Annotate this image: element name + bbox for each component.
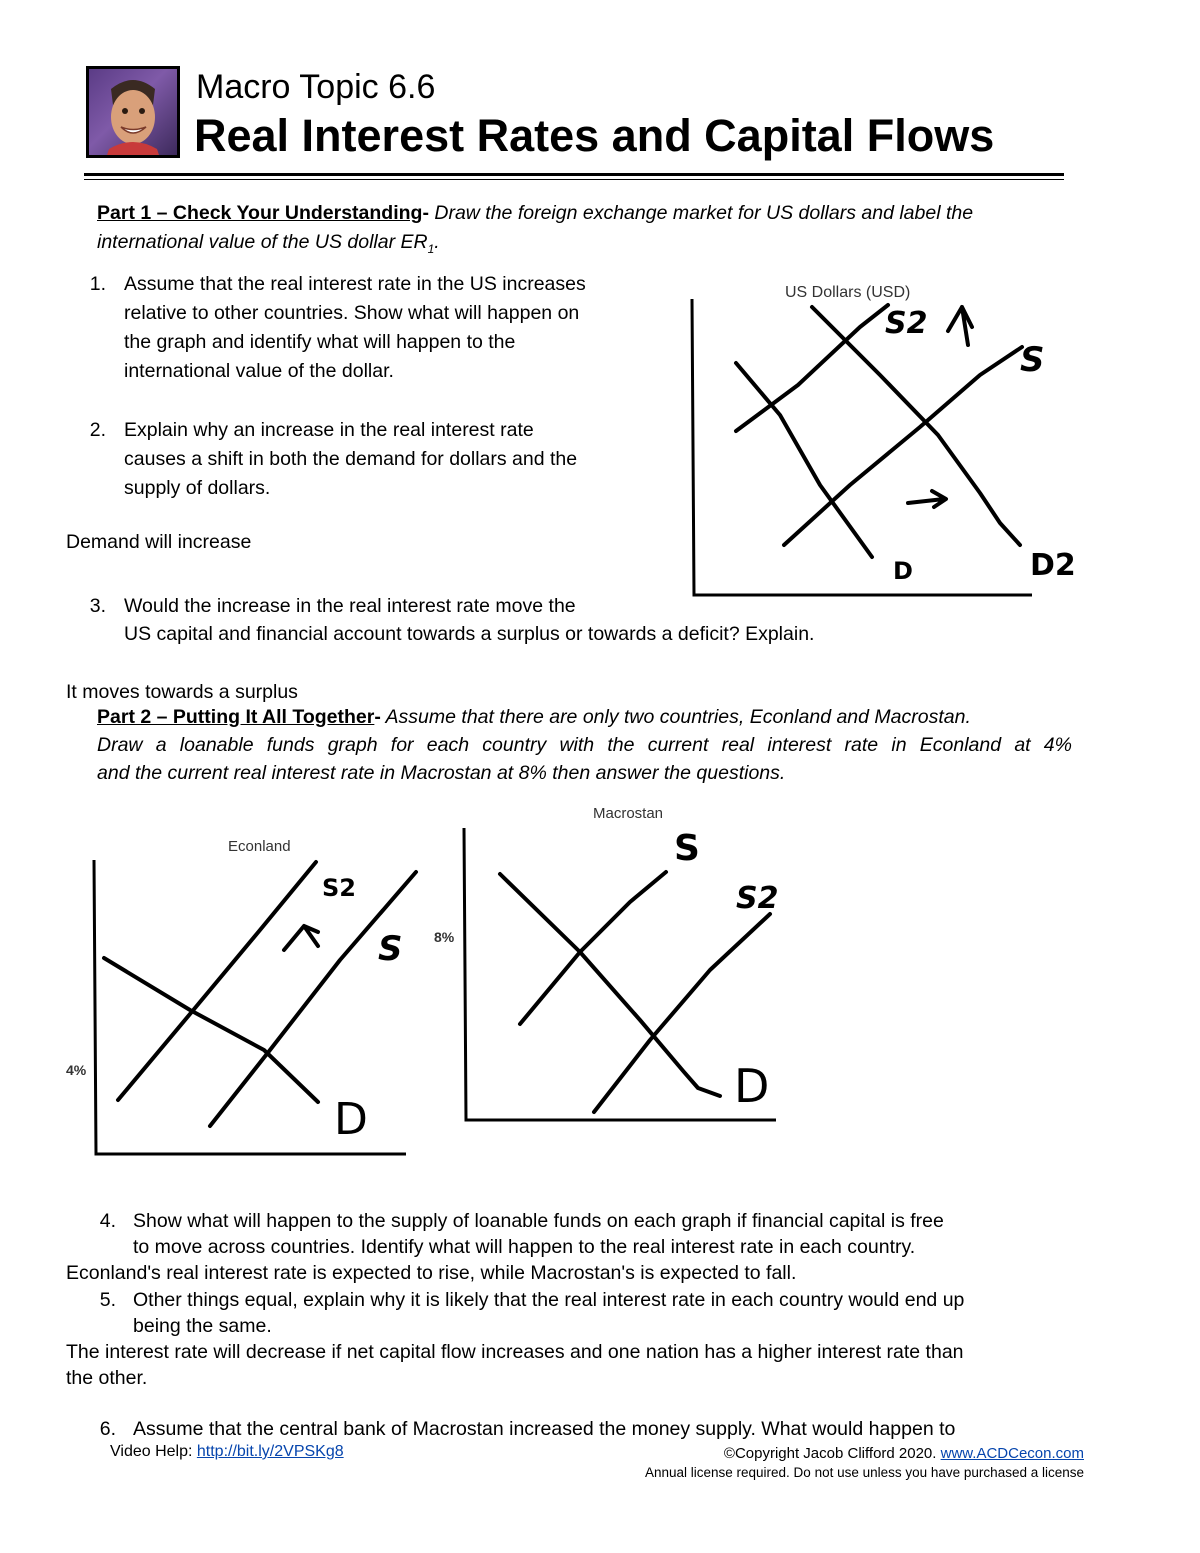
q2-line-3: supply of dollars.	[124, 477, 271, 499]
q4-number: 4.	[99, 1210, 116, 1232]
forex-axes	[692, 299, 1032, 595]
q4-line-2: to move across countries. Identify what will happen to the real interest rate in each country.	[133, 1236, 916, 1258]
q5-number: 5.	[99, 1289, 116, 1311]
forex-d-label: D	[893, 557, 913, 585]
forex-graph	[680, 285, 1100, 615]
q1-number: 1.	[89, 273, 106, 295]
econland-graph-title: Econland	[228, 838, 291, 855]
video-help-link[interactable]: http://bit.ly/2VPSKg8	[196, 1443, 344, 1460]
econland-s-label: S	[378, 929, 403, 969]
q2-line-1: Explain why an increase in the real interest rate	[124, 419, 534, 441]
part2-instruction-line1: Part 2 – Putting It All Together- Assume that there are only two countries, Econland and Macrostan.	[97, 706, 971, 728]
part1-instruction-line2: international value of the US dollar $ER_1$.	[97, 231, 440, 256]
part2-instruction-line2: Draw a loanable funds graph for each country with the current real interest rate in Econland at 4%	[97, 734, 1072, 756]
part1-heading: Part 1 – Check Your Understanding	[97, 202, 423, 224]
q2-number: 2.	[89, 419, 106, 441]
econland-s-curve	[210, 872, 416, 1126]
header-rule-thin	[84, 179, 1064, 180]
q1-line-3: the graph and identify what will happen to the	[124, 331, 516, 353]
econland-s2-label: S2	[322, 874, 356, 902]
q5-line-1: Other things equal, explain why it is likely that the real interest rate in each country would end up	[133, 1289, 965, 1311]
forex-s-label: S	[1020, 340, 1045, 380]
forex-graph-title: US Dollars (USD)	[785, 284, 911, 301]
econland-graph	[80, 850, 440, 1170]
macrostan-d-curve	[500, 874, 720, 1096]
q5-answer-line-2: the other.	[66, 1367, 148, 1389]
author-photo	[86, 66, 180, 158]
q1-line-2: relative to other countries. Show what will happen on	[124, 302, 580, 324]
econland-s2-curve	[118, 862, 316, 1100]
macrostan-s2-label: S2	[736, 881, 779, 916]
part1-instruction-line1	[97, 199, 973, 228]
macrostan-s-label: S	[674, 828, 700, 869]
part2-heading: Part 2 – Putting It All Together	[97, 706, 375, 728]
copyright-line	[600, 1445, 1084, 1462]
q3-line-2: US capital and financial account towards a surplus or towards a deficit? Explain.	[124, 623, 815, 645]
q5-answer-line-1: The interest rate will decrease if net capital flow increases and one nation has a higher interest rate than	[66, 1341, 964, 1363]
q1-line-4: international value of the dollar.	[124, 360, 394, 382]
macrostan-graph	[450, 820, 810, 1140]
q5-line-2: being the same.	[133, 1315, 272, 1337]
q1-line-1: Assume that the real interest rate in the US increases	[124, 273, 586, 295]
part2-instruction-line3: and the current real interest rate in Macrostan at 8% then answer the questions.	[97, 762, 786, 784]
video-help-label: Video Help:	[110, 1443, 197, 1460]
video-help	[110, 1443, 344, 1461]
macrostan-graph-title: Macrostan	[593, 805, 664, 822]
macrostan-rate-label: 8%	[434, 929, 455, 945]
part1-instruction-text: Draw the foreign exchange market for US dollars and label the	[428, 202, 974, 224]
q3-number: 3.	[89, 595, 106, 617]
supply-shift-up-arrow-icon	[948, 307, 972, 345]
macrostan-d-label: D	[734, 1059, 770, 1113]
face-illustration	[89, 69, 177, 155]
macrostan-s-curve	[520, 872, 666, 1024]
forex-s2-curve	[736, 305, 888, 431]
q4-answer: Econland's real interest rate is expected to rise, while Macrostan's is expected to fall.	[66, 1262, 797, 1284]
topic-label: Macro Topic 6.6	[196, 68, 436, 106]
q3-answer: It moves towards a surplus	[66, 681, 298, 703]
header-rule	[84, 173, 1064, 176]
econland-d-label: D	[334, 1094, 368, 1145]
copyright-text: ©Copyright Jacob Clifford 2020.	[723, 1445, 941, 1462]
demand-shift-right-arrow-icon	[908, 491, 946, 507]
q4-line-1: Show what will happen to the supply of loanable funds on each graph if financial capital is free	[133, 1210, 944, 1232]
page-title: Real Interest Rates and Capital Flows	[194, 110, 995, 161]
q6-number: 6.	[99, 1418, 116, 1440]
forex-d2-label: D2	[1030, 548, 1076, 583]
econland-shift-arrow-icon	[284, 926, 318, 950]
site-link[interactable]: www.ACDCecon.com	[940, 1445, 1084, 1462]
forex-s-curve	[784, 347, 1022, 545]
part1-dash: -	[422, 202, 429, 224]
license-notice: Annual license required. Do not use unless you have purchased a license	[644, 1465, 1084, 1480]
econland-rate-label: 4%	[66, 1062, 87, 1078]
forex-s2-label: S2	[885, 306, 928, 341]
q6-line-1: Assume that the central bank of Macrostan increased the money supply. What would happen to	[133, 1418, 956, 1440]
q2-line-2: causes a shift in both the demand for dollars and the	[124, 448, 578, 470]
q3-line-1: Would the increase in the real interest rate move the	[124, 595, 576, 617]
q2-answer: Demand will increase	[66, 531, 252, 553]
